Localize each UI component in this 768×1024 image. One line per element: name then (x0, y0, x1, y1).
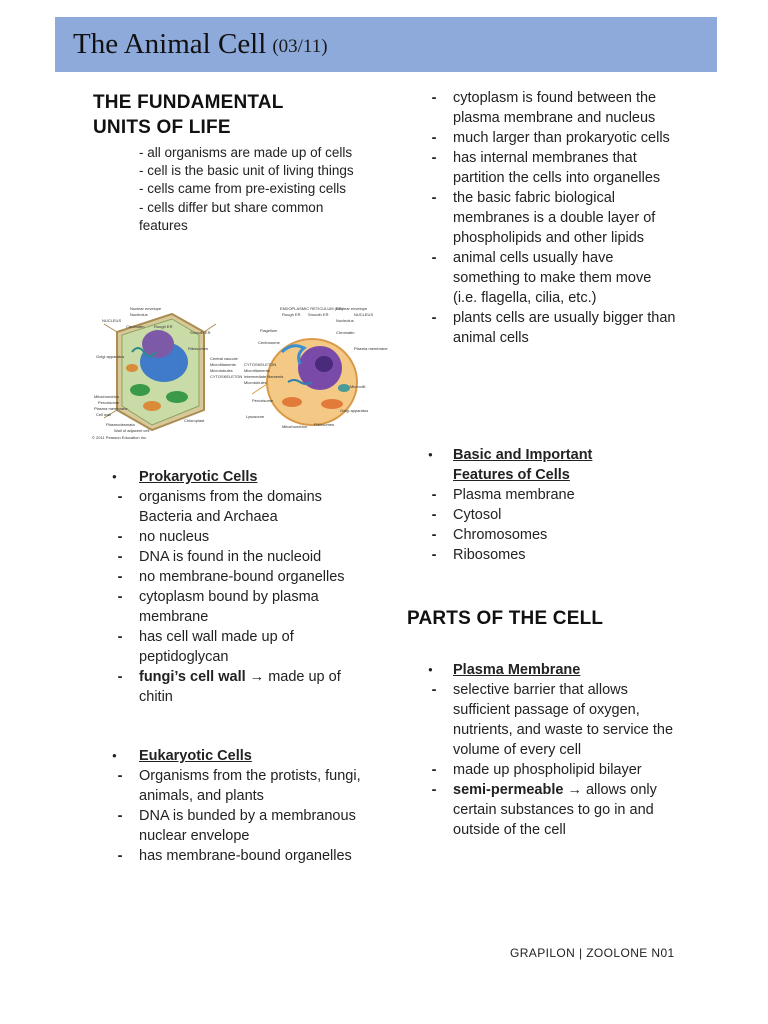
list-item: - DNA is bunded by a membranous nuclear envelope (113, 806, 363, 846)
plasma-heading-text: Plasma Membrane (453, 662, 581, 678)
animal-label: Lysosome (246, 414, 265, 419)
animal-label: ENDOPLASMIC RETICULUM (ER) (280, 306, 343, 311)
list-item: - Plasma membrane (427, 485, 677, 505)
eukaryotic-heading-text: Eukaryotic Cells (139, 748, 252, 764)
list-item: - cytoplasm bound by plasma membrane (113, 587, 363, 627)
fungi-bold-text: fungi’s cell wall (139, 669, 246, 685)
intro-item: - all organisms are made up of cells (139, 145, 353, 160)
intro-item: - cells came from pre-existing cells (139, 181, 347, 197)
footer-text: GRAPILON | ZOOLONE N01 (510, 946, 675, 960)
plasma-list (427, 680, 677, 840)
list-item: - plants cells are usually bigger than animal cells (427, 308, 677, 348)
animal-label: Centrosome (258, 340, 280, 345)
list-item: - has cell wall made up of peptidoglycan (113, 627, 363, 667)
animal-label: NUCLEUS (354, 312, 374, 317)
parts-section (407, 606, 687, 631)
animal-label: Intermediate filaments (244, 374, 284, 379)
plant-label: Golgi apparatus (96, 354, 125, 359)
list-item: - Chromosomes (427, 525, 677, 545)
plant-label: Plasmodesmata (106, 422, 135, 427)
page-title: The Animal Cell (73, 28, 267, 60)
eukaryotic-section (113, 746, 363, 866)
features-list (427, 485, 677, 565)
list-item: - much larger than prokaryotic cells (427, 128, 677, 148)
animal-label: Microtubules (244, 380, 267, 385)
list-item: - DNA is found in the nucleoid (113, 547, 363, 567)
features-section (427, 445, 677, 565)
plant-label: Microfilaments (210, 362, 236, 367)
eukaryotic-heading (111, 746, 363, 766)
plant-label: NUCLEUS (102, 318, 122, 323)
list-item: - cytoplasm is found between the plasma membrane and nucleus (427, 88, 677, 128)
plant-label: Nucleolus (130, 312, 148, 317)
animal-label: Rough ER (282, 312, 301, 317)
features-heading-list (427, 445, 677, 485)
list-item: - has internal membranes that partition the cells into organelles (427, 148, 677, 188)
features-heading-part1: Basic and Important (453, 447, 593, 463)
list-item: - animal cells usually have something to make them move (i.e. flagella, cilia, etc.) (427, 248, 677, 308)
animal-label: Nucleolus (336, 318, 354, 323)
eukaryotic-cont-list (427, 88, 677, 348)
animal-label: Ribosomes (314, 422, 335, 427)
section-title-line2: UNITS OF LIFE (93, 117, 231, 138)
animal-label: Plasma membrane (354, 346, 388, 351)
left-column (93, 90, 378, 235)
plant-label: Mitochondrion (94, 394, 120, 399)
animal-label: Microvilli (350, 384, 366, 389)
list-item-semi-permeable (427, 780, 677, 840)
plant-label: Chromatin (126, 324, 145, 329)
fungi-rest-text: → made up of chitin (139, 669, 341, 705)
list-item: - organisms from the domains Bacteria and Archaea (113, 487, 363, 527)
prokaryotic-heading-text: Prokaryotic Cells (139, 469, 258, 485)
eukaryotic-heading-list (111, 746, 363, 766)
prokaryotic-heading (111, 467, 363, 487)
list-item: - selective barrier that allows sufficient passage of oxygen, nutrients, and waste to service the volume of every cell (427, 680, 677, 760)
list-item: - no nucleus (113, 527, 363, 547)
plasma-heading-list (427, 660, 677, 680)
animal-label: Golgi apparatus (340, 408, 369, 413)
plant-label: Nuclear envelope (130, 306, 162, 311)
plant-label: Central vacuole (210, 356, 238, 361)
intro-list (139, 144, 359, 235)
animal-label: Mitochondrion (282, 424, 308, 429)
semi-bold-text: semi-permeable (453, 782, 564, 798)
semi-rest-text: → allows only certain substances to go in and outside of the cell (453, 782, 657, 838)
list-item: - Ribosomes (427, 545, 677, 565)
figure-copyright: © 2011 Pearson Education Inc. (92, 435, 148, 440)
intro-item: - cell is the basic unit of living things (139, 163, 354, 179)
features-heading-part2: Features (453, 467, 514, 483)
features-heading-part3: of Cells (513, 467, 570, 483)
prokaryotic-section (113, 467, 363, 707)
section-title-fundamental (93, 90, 378, 140)
plant-label: Wall of adjacent cell (114, 428, 150, 433)
list-item: - the basic fabric biological membranes is a double layer of phospholipids and other lipids (427, 188, 677, 248)
animal-label: Peroxisome (252, 398, 274, 403)
plant-label: Microtubules (210, 368, 233, 373)
section-title-parts: PARTS OF THE CELL (407, 608, 604, 629)
plant-label: Smooth ER (190, 330, 211, 335)
plant-label: Chloroplast (184, 418, 205, 423)
page-date: (03/11) (272, 35, 328, 57)
plant-label: Cell wall (96, 412, 111, 417)
title-banner (55, 17, 717, 72)
animal-label: Flagellum (260, 328, 278, 333)
plant-label: Ribosomes (188, 346, 209, 351)
list-item-fungi (113, 667, 363, 707)
prokaryotic-list (94, 487, 363, 707)
intro-item: - cells differ but share common features (139, 199, 324, 233)
plant-label: Peroxisome (98, 400, 120, 405)
list-item: - Organisms from the protists, fungi, animals, and plants (113, 766, 363, 806)
features-heading (427, 445, 677, 485)
list-item: - made up phospholipid bilayer (427, 760, 677, 780)
plant-label: Plasma membrane (94, 406, 128, 411)
eukaryotic-list (94, 766, 363, 866)
plasma-membrane-section (427, 660, 677, 840)
animal-label: Smooth ER (308, 312, 329, 317)
section-title-line1: THE FUNDAMENTAL (93, 92, 284, 113)
cell-diagrams (92, 302, 388, 442)
animal-label: Microfilaments (244, 368, 270, 373)
list-item: - has membrane-bound organelles (113, 846, 363, 866)
list-item: - Cytosol (427, 505, 677, 525)
plant-label: Rough ER (154, 324, 173, 329)
animal-label: Nuclear envelope (336, 306, 368, 311)
plasma-heading (427, 660, 677, 680)
prokaryotic-heading-list (111, 467, 363, 487)
animal-label: CYTOSKELETON (244, 362, 277, 367)
eukaryotic-continued (427, 88, 677, 348)
list-item: - no membrane-bound organelles (113, 567, 363, 587)
animal-label: Chromatin (336, 330, 355, 335)
plant-label: CYTOSKELETON (210, 374, 243, 379)
